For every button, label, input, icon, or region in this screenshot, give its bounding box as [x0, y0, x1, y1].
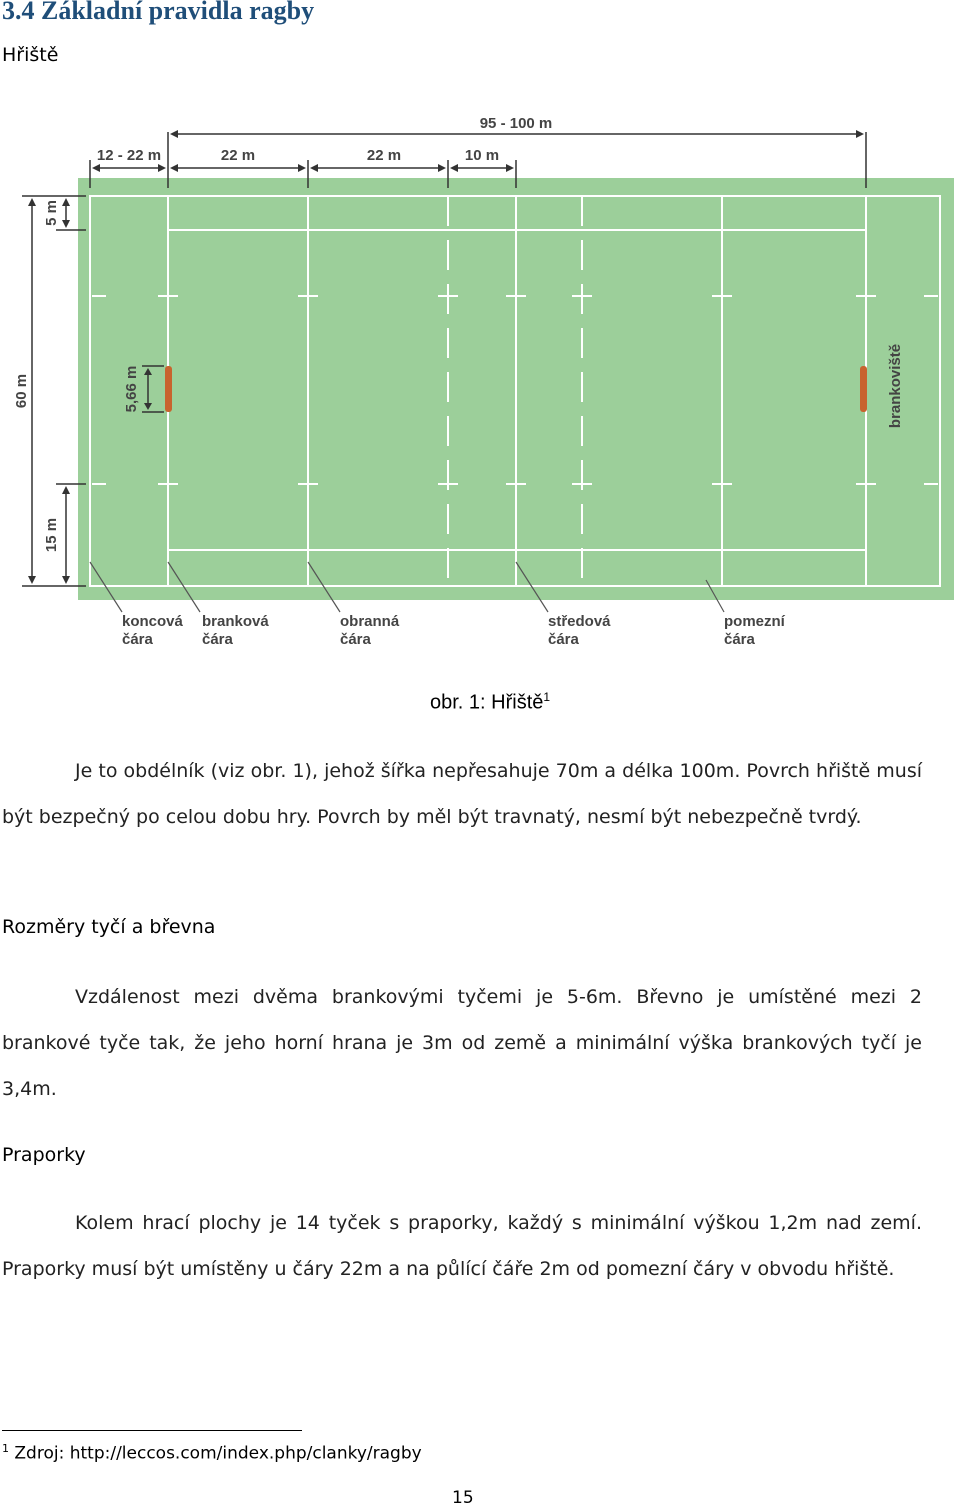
label-stredova-2: čára — [548, 631, 579, 648]
dim-posts: 5,66 m — [123, 365, 140, 413]
label-koncova-2: čára — [122, 631, 153, 648]
dim-22-left: 22 m — [220, 147, 256, 164]
label-pomezni-1: pomezní — [724, 613, 785, 630]
dim-width: 60 m — [13, 373, 30, 409]
footnote — [2, 1442, 422, 1464]
dim-15: 15 m — [43, 517, 60, 553]
goal-posts-right — [860, 366, 867, 412]
figure-caption — [430, 690, 550, 715]
footnote-separator — [2, 1430, 302, 1431]
label-obranna-2: čára — [340, 631, 371, 648]
label-brankova-2: čára — [202, 631, 233, 648]
paragraph-flags: Kolem hrací plochy je 14 tyček s praporky, každý s minimální výškou 1,2m nad zemí. Praporky musí být umístěny u čáry 22m a na půlící čáře 2m od pomezní čáry v obvodu hřiště. — [2, 1212, 922, 1280]
dim-total-length: 95 - 100 m — [479, 115, 553, 132]
dim-5: 5 m — [43, 200, 60, 226]
label-brankova-1: branková — [202, 613, 269, 630]
dim-ingoal: 12 - 22 m — [96, 147, 162, 164]
label-stredova-1: středová — [548, 613, 611, 630]
dim-10: 10 m — [464, 147, 500, 164]
field-svg — [0, 100, 960, 660]
subsection-field-title: Hřiště — [2, 44, 59, 66]
label-koncova-1: koncová — [122, 613, 183, 630]
subsection-posts-title: Rozměry tyčí a břevna — [2, 916, 216, 938]
caption-footnote-ref[interactable]: 1 — [543, 690, 551, 704]
paragraph-posts: Vzdálenost mezi dvěma brankovými tyčemi je 5-6m. Břevno je umístěné mezi 2 brankové tyče tak, že jeho horní hrana je 3m od země a minimální výška brankových tyčí je 3,4m. — [2, 986, 922, 1100]
caption-text: obr. 1: Hřiště — [430, 691, 544, 714]
label-pomezni-2: čára — [724, 631, 755, 648]
paragraph-field-description: Je to obdélník (viz obr. 1), jehož šířka nepřesahuje 70m a délka 100m. Povrch hřiště musí být bezpečný po celou dobu hry. Povrch by měl být travnatý, nesmí být nebezpečně tvrdý. — [2, 760, 922, 828]
footnote-text: Zdroj: http://leccos.com/index.php/clanky/ragby — [14, 1443, 422, 1464]
page-number: 15 — [452, 1488, 474, 1508]
section-heading: 3.4 Základní pravidla ragby — [2, 0, 315, 25]
rugby-field-diagram — [0, 100, 960, 660]
dim-22-right: 22 m — [366, 147, 402, 164]
label-obranna-1: obranná — [340, 613, 400, 630]
label-brankoviste: brankoviště — [887, 343, 904, 429]
goal-posts-left — [165, 366, 172, 412]
footnote-number: 1 — [2, 1442, 9, 1455]
subsection-flags-title: Praporky — [2, 1144, 86, 1166]
